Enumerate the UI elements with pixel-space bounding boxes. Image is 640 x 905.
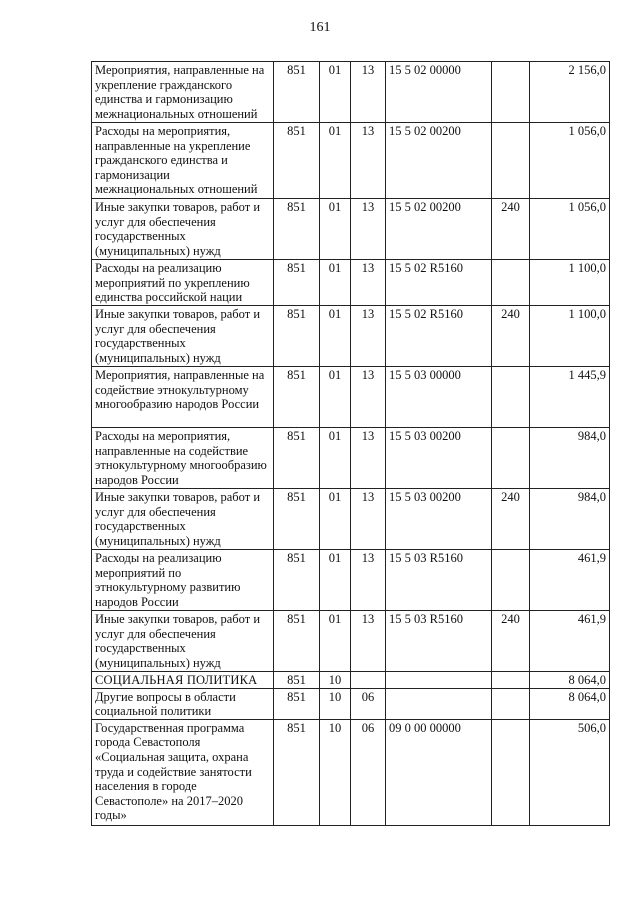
row-target-code-cell: 15 5 02 00000 (386, 62, 492, 123)
row-admin-code-cell: 851 (274, 62, 320, 123)
row-admin-code-cell: 851 (274, 719, 320, 825)
row-name-cell: Другие вопросы в области социальной политики (92, 688, 274, 719)
row-admin-code-cell: 851 (274, 611, 320, 672)
page-number: 161 (309, 20, 331, 35)
table-row (92, 672, 610, 689)
row-target-code-cell: 15 5 02 R5160 (386, 306, 492, 367)
row-admin-code-cell: 851 (274, 199, 320, 260)
row-name-cell: Мероприятия, направленные на содействие этнокультурному многообразию народов России (92, 367, 274, 428)
table-row (92, 62, 610, 123)
row-expense-type-cell: 240 (492, 306, 530, 367)
row-target-code-cell: 15 5 02 00200 (386, 199, 492, 260)
row-subsection-cell: 13 (351, 306, 386, 367)
row-section-cell: 01 (320, 123, 351, 199)
row-admin-code-cell: 851 (274, 550, 320, 611)
row-section-cell: 01 (320, 306, 351, 367)
row-admin-code-cell: 851 (274, 688, 320, 719)
row-section-cell: 01 (320, 428, 351, 489)
row-name-cell: Иные закупки товаров, работ и услуг для обеспечения государственных (муниципальных) нужд (92, 199, 274, 260)
table-row (92, 688, 610, 719)
row-name-cell: Иные закупки товаров, работ и услуг для обеспечения государственных (муниципальных) нужд (92, 611, 274, 672)
row-expense-type-cell (492, 260, 530, 306)
row-admin-code-cell: 851 (274, 489, 320, 550)
row-name-cell: Иные закупки товаров, работ и услуг для обеспечения государственных (муниципальных) нужд (92, 306, 274, 367)
row-target-code-cell: 15 5 02 00200 (386, 123, 492, 199)
row-amount-cell: 1 056,0 (530, 199, 610, 260)
row-subsection-cell: 13 (351, 260, 386, 306)
row-admin-code-cell: 851 (274, 672, 320, 689)
row-subsection-cell: 13 (351, 550, 386, 611)
row-amount-cell: 1 056,0 (530, 123, 610, 199)
row-subsection-cell: 13 (351, 489, 386, 550)
row-subsection-cell: 06 (351, 719, 386, 825)
row-subsection-cell: 13 (351, 611, 386, 672)
row-section-cell: 01 (320, 489, 351, 550)
row-amount-cell: 506,0 (530, 719, 610, 825)
row-target-code-cell: 15 5 03 00200 (386, 428, 492, 489)
row-name-cell: Расходы на мероприятия, направленные на укрепление гражданского единства и гармонизации межнациональных отношений (92, 123, 274, 199)
table-row (92, 123, 610, 199)
table-row (92, 367, 610, 428)
row-name-cell: Расходы на мероприятия, направленные на содействие этнокультурному многообразию народов России (92, 428, 274, 489)
table-row (92, 260, 610, 306)
row-name-cell: СОЦИАЛЬНАЯ ПОЛИТИКА (92, 672, 274, 689)
row-target-code-cell: 15 5 03 00000 (386, 367, 492, 428)
row-name-cell: Иные закупки товаров, работ и услуг для обеспечения государственных (муниципальных) нужд (92, 489, 274, 550)
row-section-cell: 01 (320, 367, 351, 428)
row-section-cell: 01 (320, 260, 351, 306)
row-section-cell: 01 (320, 611, 351, 672)
row-expense-type-cell (492, 428, 530, 489)
row-section-cell: 01 (320, 550, 351, 611)
row-expense-type-cell: 240 (492, 611, 530, 672)
row-amount-cell: 1 100,0 (530, 260, 610, 306)
row-admin-code-cell: 851 (274, 306, 320, 367)
row-expense-type-cell (492, 62, 530, 123)
row-subsection-cell (351, 672, 386, 689)
table-row (92, 611, 610, 672)
row-expense-type-cell (492, 123, 530, 199)
row-target-code-cell (386, 688, 492, 719)
row-amount-cell: 8 064,0 (530, 672, 610, 689)
row-expense-type-cell: 240 (492, 489, 530, 550)
row-name-cell: Государственная программа города Севастополя «Социальная защита, охрана труда и содействие занятости населения в городе Севастополе» на 2017–2020 годы» (92, 719, 274, 825)
row-expense-type-cell: 240 (492, 199, 530, 260)
row-subsection-cell: 13 (351, 199, 386, 260)
row-amount-cell: 461,9 (530, 611, 610, 672)
row-section-cell: 10 (320, 672, 351, 689)
row-subsection-cell: 13 (351, 367, 386, 428)
row-expense-type-cell (492, 367, 530, 428)
row-name-cell: Расходы на реализацию мероприятий по этнокультурному развитию народов России (92, 550, 274, 611)
row-admin-code-cell: 851 (274, 367, 320, 428)
row-section-cell: 10 (320, 719, 351, 825)
row-admin-code-cell: 851 (274, 260, 320, 306)
row-expense-type-cell (492, 672, 530, 689)
table-row (92, 428, 610, 489)
table-row (92, 199, 610, 260)
row-target-code-cell: 15 5 03 00200 (386, 489, 492, 550)
table-row (92, 306, 610, 367)
row-target-code-cell: 15 5 03 R5160 (386, 611, 492, 672)
row-subsection-cell: 13 (351, 62, 386, 123)
row-subsection-cell: 06 (351, 688, 386, 719)
row-expense-type-cell (492, 550, 530, 611)
row-amount-cell: 8 064,0 (530, 688, 610, 719)
row-amount-cell: 461,9 (530, 550, 610, 611)
row-name-cell: Мероприятия, направленные на укрепление гражданского единства и гармонизацию межнациональных отношений (92, 62, 274, 123)
row-target-code-cell (386, 672, 492, 689)
table-row (92, 719, 610, 825)
table-row (92, 489, 610, 550)
row-amount-cell: 1 445,9 (530, 367, 610, 428)
budget-table-body (92, 62, 610, 826)
row-subsection-cell: 13 (351, 428, 386, 489)
row-admin-code-cell: 851 (274, 428, 320, 489)
row-expense-type-cell (492, 719, 530, 825)
budget-table (91, 61, 610, 826)
row-expense-type-cell (492, 688, 530, 719)
row-section-cell: 01 (320, 199, 351, 260)
row-target-code-cell: 15 5 02 R5160 (386, 260, 492, 306)
row-admin-code-cell: 851 (274, 123, 320, 199)
row-target-code-cell: 09 0 00 00000 (386, 719, 492, 825)
row-section-cell: 01 (320, 62, 351, 123)
row-amount-cell: 1 100,0 (530, 306, 610, 367)
row-amount-cell: 984,0 (530, 428, 610, 489)
row-name-cell: Расходы на реализацию мероприятий по укреплению единства российской нации (92, 260, 274, 306)
row-amount-cell: 984,0 (530, 489, 610, 550)
table-row (92, 550, 610, 611)
row-section-cell: 10 (320, 688, 351, 719)
row-target-code-cell: 15 5 03 R5160 (386, 550, 492, 611)
row-subsection-cell: 13 (351, 123, 386, 199)
row-amount-cell: 2 156,0 (530, 62, 610, 123)
